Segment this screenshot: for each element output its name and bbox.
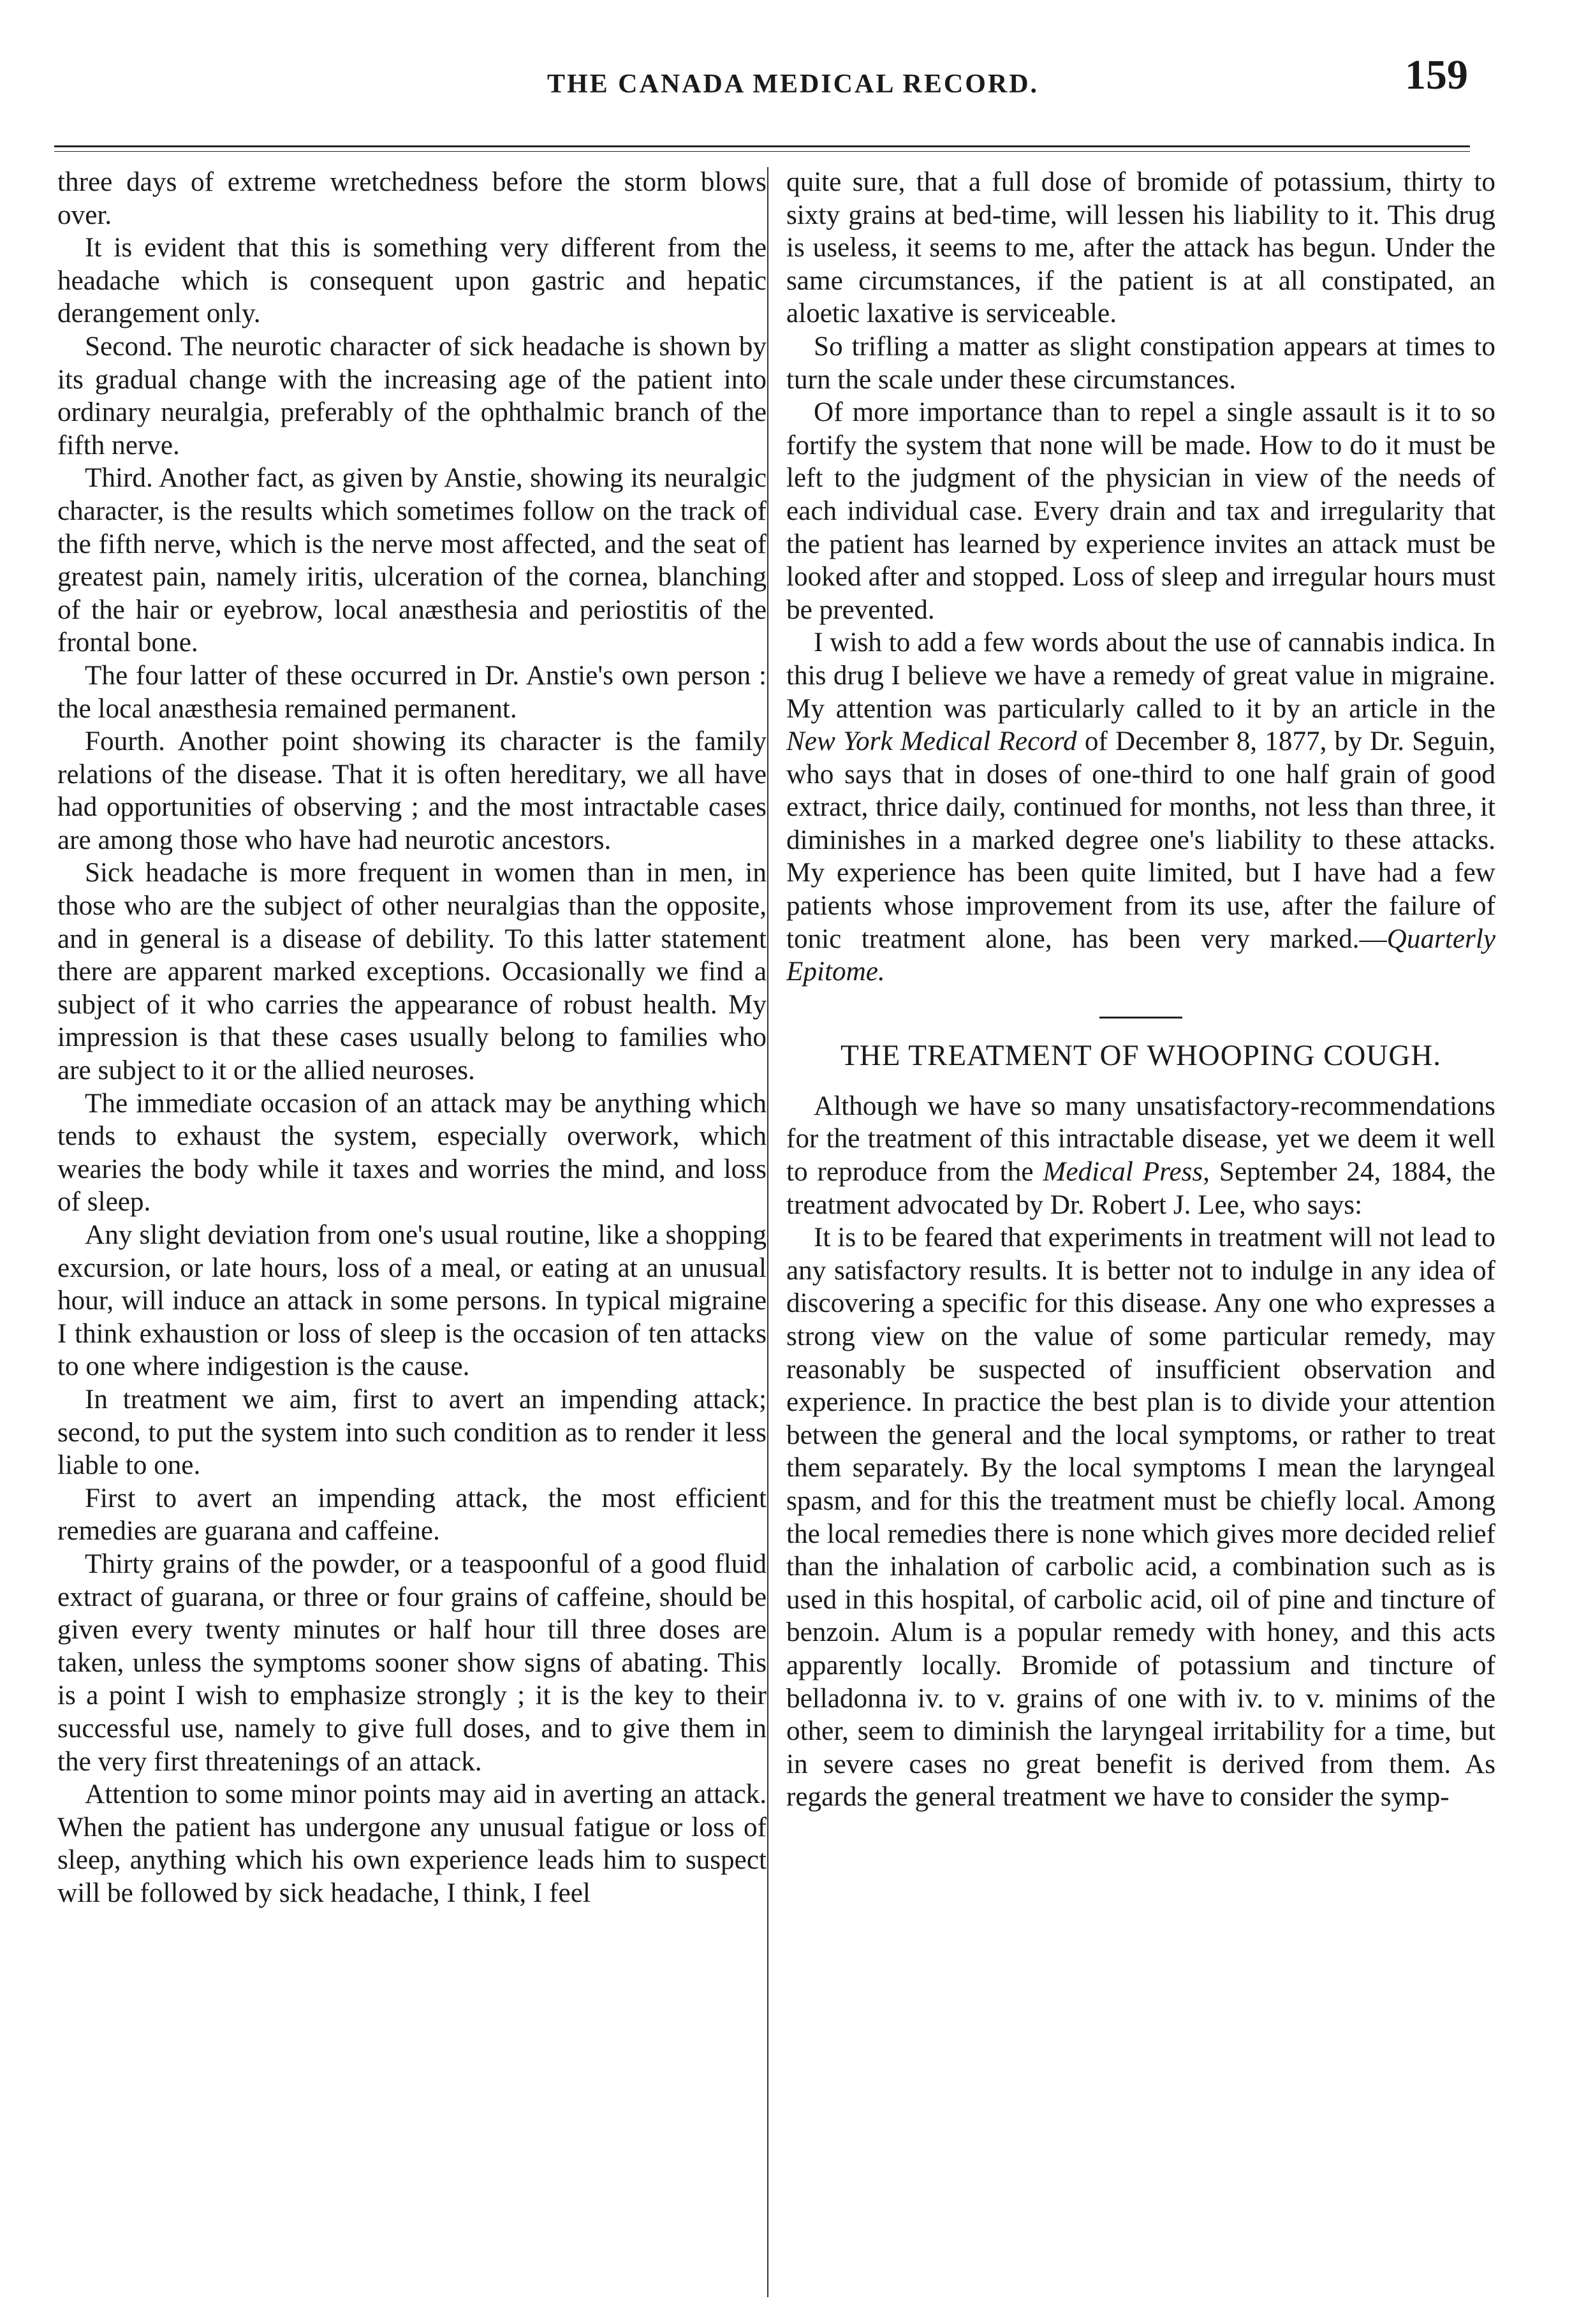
paragraph: quite sure, that a full dose of bromide of potassium, thirty to sixty grains at bed-time, will lessen his liability to it. This drug is useless, it seems to me, after the attack has begun. Under the same circumstances, if the patient is at all constipated, an aloetic laxative is serviceable. xyxy=(786,167,1495,329)
paragraph: Second. The neurotic character of sick headache is shown by its gradual change with the increasing age of the patient into ordinary neuralgia, preferably of the ophthalmic branch of the fifth nerve. xyxy=(57,331,767,460)
section-divider-rule xyxy=(1099,1017,1182,1019)
paragraph: Attention to some minor points may aid in averting an attack. When the patient has undergone any unusual fatigue or loss of sleep, anything which his own experience leads him to suspect will be followed by sick headache, I think, I feel xyxy=(57,1779,767,1908)
paragraph: Any slight deviation from one's usual routine, like a shopping excursion, or late hours, loss of a meal, or eating at an unusual hour, will induce an attack in some persons. In typical migraine I think exhaustion or loss of sleep is the occasion of ten attacks to one where indigestion is the cause. xyxy=(57,1220,767,1382)
running-head xyxy=(0,0,1586,128)
paragraph: The immediate occasion of an attack may be anything which tends to exhaust the system, especially overwork, which wearies the body while it taxes and worries the mind, and loss of sleep. xyxy=(57,1088,767,1217)
paragraph: Third. Another fact, as given by Anstie, showing its neuralgic character, is the results which sometimes follow on the track of the fifth nerve, which is the nerve most affected, and the seat of greatest pain, namely iritis, ulceration of the cornea, blanching of the hair or eyebrow, local anæsthesia and periostitis of the frontal bone. xyxy=(57,463,767,658)
paragraph-intro xyxy=(786,1090,1495,1221)
paragraph: The four latter of these occurred in Dr. Anstie's own person : the local anæsthesia remained permanent. xyxy=(57,660,767,724)
paragraph: Sick headache is more frequent in women than in men, in those who are the subject of other neuralgias than the opposite, and in general is a disease of debility. To this latter statement there are apparent marked exceptions. Occasionally we find a subject of it who carries the appearance of robust health. My impression is that these cases usually belong to families who are subject to it or the allied neuroses. xyxy=(57,858,767,1086)
paragraph-cannabis xyxy=(786,626,1495,989)
paragraph-text: Although we have so many unsatisfactory-recommendations for the treatment of this intractable disease, yet we deem it well to reproduce from the xyxy=(786,1091,1495,1188)
section-heading: THE TREATMENT OF WHOOPING COUGH. xyxy=(841,1038,1441,1072)
left-column xyxy=(57,166,767,1909)
paragraph: three days of extreme wretchedness before the storm blows over. xyxy=(57,167,767,230)
journal-reference: New York Medical Record xyxy=(786,726,1077,757)
paragraph-text: I wish to add a few words about the use of cannabis indica. In this drug I believe we have a remedy of great value in migraine. My attention was particularly called to it by an article in the xyxy=(786,628,1495,724)
paragraph: In treatment we aim, first to avert an impending attack; second, to put the system into such condition as to render it less liable to one. xyxy=(57,1384,767,1481)
right-column xyxy=(786,166,1495,1814)
journal-title: THE CANADA MEDICAL RECORD. xyxy=(547,70,1039,99)
paragraph: So trifling a matter as slight constipation appears at times to turn the scale under these circumstances. xyxy=(786,331,1495,395)
journal-reference: Medical Press xyxy=(1043,1157,1203,1188)
page-number: 159 xyxy=(1405,52,1468,98)
paragraph: Thirty grains of the powder, or a teaspoonful of a good fluid extract of guarana, or three or four grains of caffeine, should be given every twenty minutes or half hour till three doses are taken, unless the symptoms sooner show signs of abating. This is a point I wish to emphasize strongly ; it is the key to their successful use, namely to give full doses, and to give them in the very first threatenings of an attack. xyxy=(57,1548,767,1777)
paragraph: It is to be feared that experiments in treatment will not lead to any satisfactory results. It is better not to indulge in any idea of discovering a specific for this disease. Any one who expresses a strong view on the value of some particular remedy, may reasonably be suspected of insufficient observation and experience. In practice the best plan is to divide your attention between the general and the local symptoms, or rather to treat them separately. By the local symptoms I mean the laryngeal spasm, and for this the treatment must be chiefly local. Among the local remedies there is none which gives more decided relief than the inhalation of carbolic acid, a combination such as is used in this hospital, of carbolic acid, oil of pine and tincture of benzoin. Alum is a popular remedy with honey, and this acts apparently locally. Bromide of potassium and tincture of belladonna iv. to v. grains of one with iv. to v. minims of the other, seem to diminish the laryngeal irritability for a time, but in severe cases no great benefit is derived from them. As regards the general treatment we have to consider the symp- xyxy=(786,1223,1495,1813)
paragraph: It is evident that this is something very different from the headache which is consequent upon gastric and hepatic derangement only. xyxy=(57,233,767,329)
paragraph: Fourth. Another point showing its character is the family relations of the disease. That it is often hereditary, we all have had opportunities of observing ; and the most intractable cases are among those who have had neurotic ancestors. xyxy=(57,726,767,855)
paragraph-text: , September 24, 1884, the treatment advocated by Dr. Robert J. Lee, who says: xyxy=(786,1157,1495,1220)
source-citation: Quarterly Epitome. xyxy=(786,923,1495,987)
header-double-rule xyxy=(54,145,1470,152)
column-divider xyxy=(767,167,768,2297)
paragraph: Of more importance than to repel a single assault is it to so fortify the system that none will be made. How to do it must be left to the judgment of the physician in view of the needs of each individual case. Every drain and tax and irregularity that the patient has learned by experience invites an attack must be looked after and stopped. Loss of sleep and irregular hours must be prevented. xyxy=(786,397,1495,625)
paragraph: First to avert an impending attack, the most efficient remedies are guarana and caffeine. xyxy=(57,1483,767,1547)
paragraph-text: of December 8, 1877, by Dr. Seguin, who says that in doses of one-third to one half grain of good extract, thrice daily, continued for months, not less than three, it diminishes in a marked degree one's liability to these attacks. My experience has been quite limited, but I have had a few patients whose improvement from its use, after the failure of tonic treatment alone, has been very marked.— xyxy=(786,726,1496,954)
